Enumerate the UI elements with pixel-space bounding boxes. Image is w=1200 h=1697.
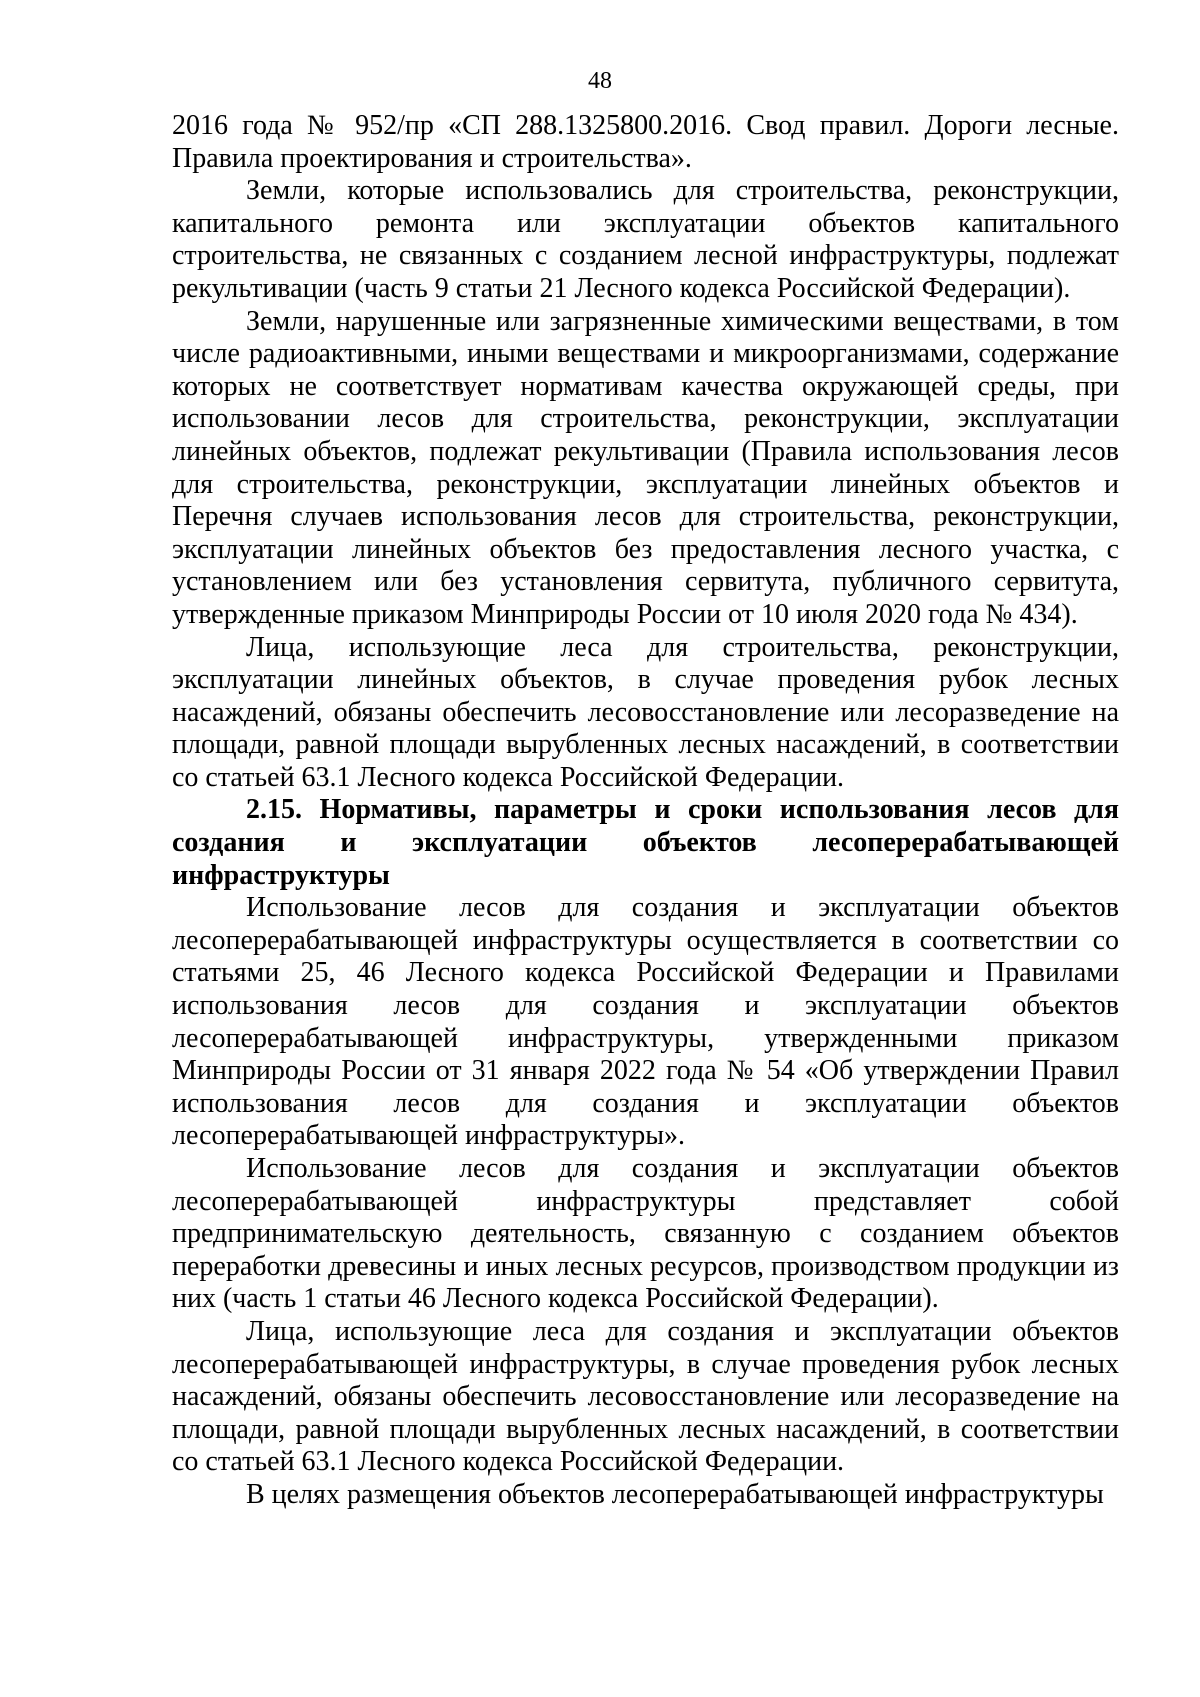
paragraph: В целях размещения объектов лесоперерабатывающей инфраструктуры bbox=[246, 1478, 1104, 1510]
paragraph: Земли, которые использовались для строительства, реконструкции, капитального ремонта или эксплуатации объектов капитального строительства, не связанных с созданием лесной инфраструктуры, подлежат рекультивации (часть 9 статьи 21 Лесного кодекса Российской Федерации). bbox=[172, 175, 1119, 304]
paragraph: Лица, использующие леса для создания и эксплуатации объектов лесоперерабатывающей инфраструктуры, в случае проведения рубок лесных насаждений, обязаны обеспечить лесовосстановление или лесоразведение на площади, равной площади вырубленных лесных насаждений, в соответствии со статьей 63.1 Лесного кодекса Российской Федерации. bbox=[172, 1315, 1119, 1478]
document-body bbox=[172, 110, 1119, 1512]
paragraph: 2016 года № 952/пр «СП 288.1325800.2016. Свод правил. Дороги лесные. Правила проектирования и строительства». bbox=[172, 110, 1119, 174]
section-heading: 2.15. Нормативы, параметры и сроки использования лесов для создания и эксплуатации объектов лесоперерабатывающей инфраструктуры bbox=[172, 794, 1119, 891]
paragraph: Лица, использующие леса для строительства, реконструкции, эксплуатации линейных объектов, в случае проведения рубок лесных насаждений, обязаны обеспечить лесовосстановление или лесоразведение на площади, равной площади вырубленных лесных насаждений, в соответствии со статьей 63.1 Лесного кодекса Российской Федерации. bbox=[172, 631, 1119, 793]
paragraph: Использование лесов для создания и эксплуатации объектов лесоперерабатывающей инфраструктуры представляет собой предпринимательскую деятельность, связанную с созданием объектов переработки древесины и иных лесных ресурсов, производством продукции из них (часть 1 статьи 46 Лесного кодекса Российской Федерации). bbox=[172, 1153, 1119, 1315]
paragraph: Земли, нарушенные или загрязненные химическими веществами, в том числе радиоактивными, иными веществами и микроорганизмами, содержание которых не соответствует нормативам качества окружающей среды, при использовании лесов для строительства, реконструкции, эксплуатации линейных объектов, подлежат рекультивации (Правила использования лесов для строительства, реконструкции, эксплуатации линейных объектов и Перечня случаев использования лесов для строительства, реконструкции, эксплуатации линейных объектов без предоставления лесного участка, с установлением или без установления сервитута, публичного сервитута, утвержденные приказом Минприроды России от 10 июля 2020 года № 434). bbox=[172, 305, 1119, 630]
page-number: 48 bbox=[588, 68, 612, 94]
paragraph: Использование лесов для создания и эксплуатации объектов лесоперерабатывающей инфраструктуры осуществляется в соответствии со статьями 25, 46 Лесного кодекса Российской Федерации и Правилами использования лесов для создания и эксплуатации объектов лесоперерабатывающей инфраструктуры, утвержденными приказом Минприроды России от 31 января 2022 года № 54 «Об утверждении Правил использования лесов для создания и эксплуатации объектов лесоперерабатывающей инфраструктуры». bbox=[172, 892, 1119, 1152]
